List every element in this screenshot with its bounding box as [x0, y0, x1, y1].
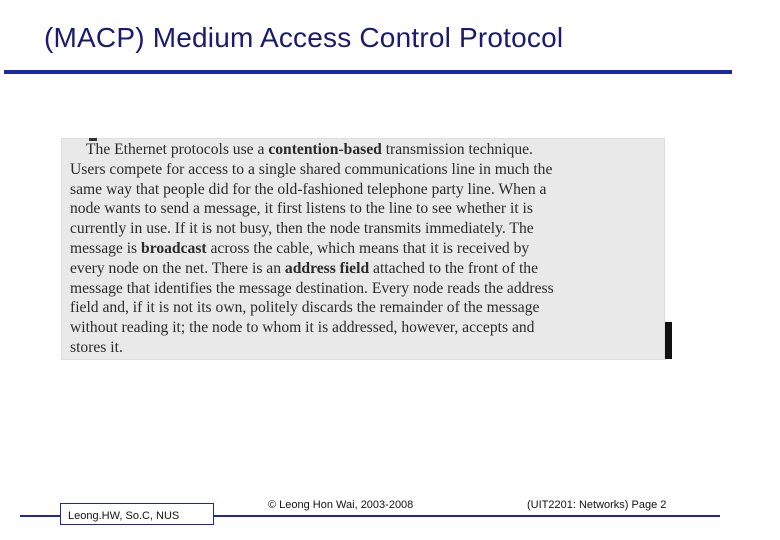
- excerpt-line: [70, 318, 664, 338]
- excerpt-text: currently in use. If it is not busy, then the node transmits immediately. The: [70, 220, 534, 238]
- excerpt-text: message is: [70, 239, 142, 257]
- excerpt-text: transmission technique.: [381, 141, 533, 158]
- excerpt-line: [70, 239, 664, 259]
- footer-left-text: Leong.HW, So.C, NUS: [68, 510, 180, 522]
- excerpt-text: same way that people did for the old-fashioned telephone party line. When a: [70, 180, 547, 198]
- excerpt-text: without reading it; the node to whom it is addressed, however, accepts and: [70, 319, 535, 337]
- excerpt-line: [70, 160, 664, 180]
- excerpt-line: [70, 219, 664, 239]
- excerpt-line: [70, 298, 664, 318]
- excerpt-text: stores it.: [70, 338, 123, 356]
- slide-title: (MACP) Medium Access Control Protocol: [44, 22, 564, 53]
- excerpt-text: across the cable, which means that it is received by: [206, 239, 530, 257]
- excerpt-bold-term: contention-based: [268, 141, 382, 158]
- excerpt-text: attached to the front of the: [369, 259, 538, 277]
- excerpt-text: Users compete for access to a single shared communications line in much the: [70, 160, 553, 178]
- footer-copyright: © Leong Hon Wai, 2003-2008: [268, 499, 414, 511]
- excerpt-bold-term: broadcast: [141, 239, 207, 257]
- excerpt-text: field and, if it is not its own, politely discards the remainder of the message: [70, 299, 540, 317]
- excerpt-paragraph: [70, 140, 664, 358]
- footer-page-info: (UIT2201: Networks) Page 2: [527, 499, 667, 511]
- excerpt-text: The Ethernet protocols use a: [86, 141, 269, 158]
- excerpt-line: [70, 180, 664, 200]
- scanned-text-excerpt: [61, 138, 665, 360]
- excerpt-text: node wants to send a message, it first listens to the line to see whether it is: [70, 200, 533, 218]
- footer-divider-left: [20, 515, 62, 517]
- excerpt-bold-term: address field: [284, 259, 370, 277]
- title-divider: [4, 70, 732, 74]
- excerpt-text: every node on the net. There is an: [70, 259, 285, 277]
- excerpt-line: [70, 338, 664, 358]
- excerpt-line: [70, 140, 664, 160]
- excerpt-line: [70, 199, 664, 219]
- footer-divider-right: [214, 515, 720, 517]
- excerpt-text: message that identifies the message destination. Every node reads the address: [70, 279, 554, 297]
- excerpt-line: [70, 259, 664, 279]
- scan-edge-shadow: [665, 322, 672, 359]
- excerpt-line: [70, 279, 664, 299]
